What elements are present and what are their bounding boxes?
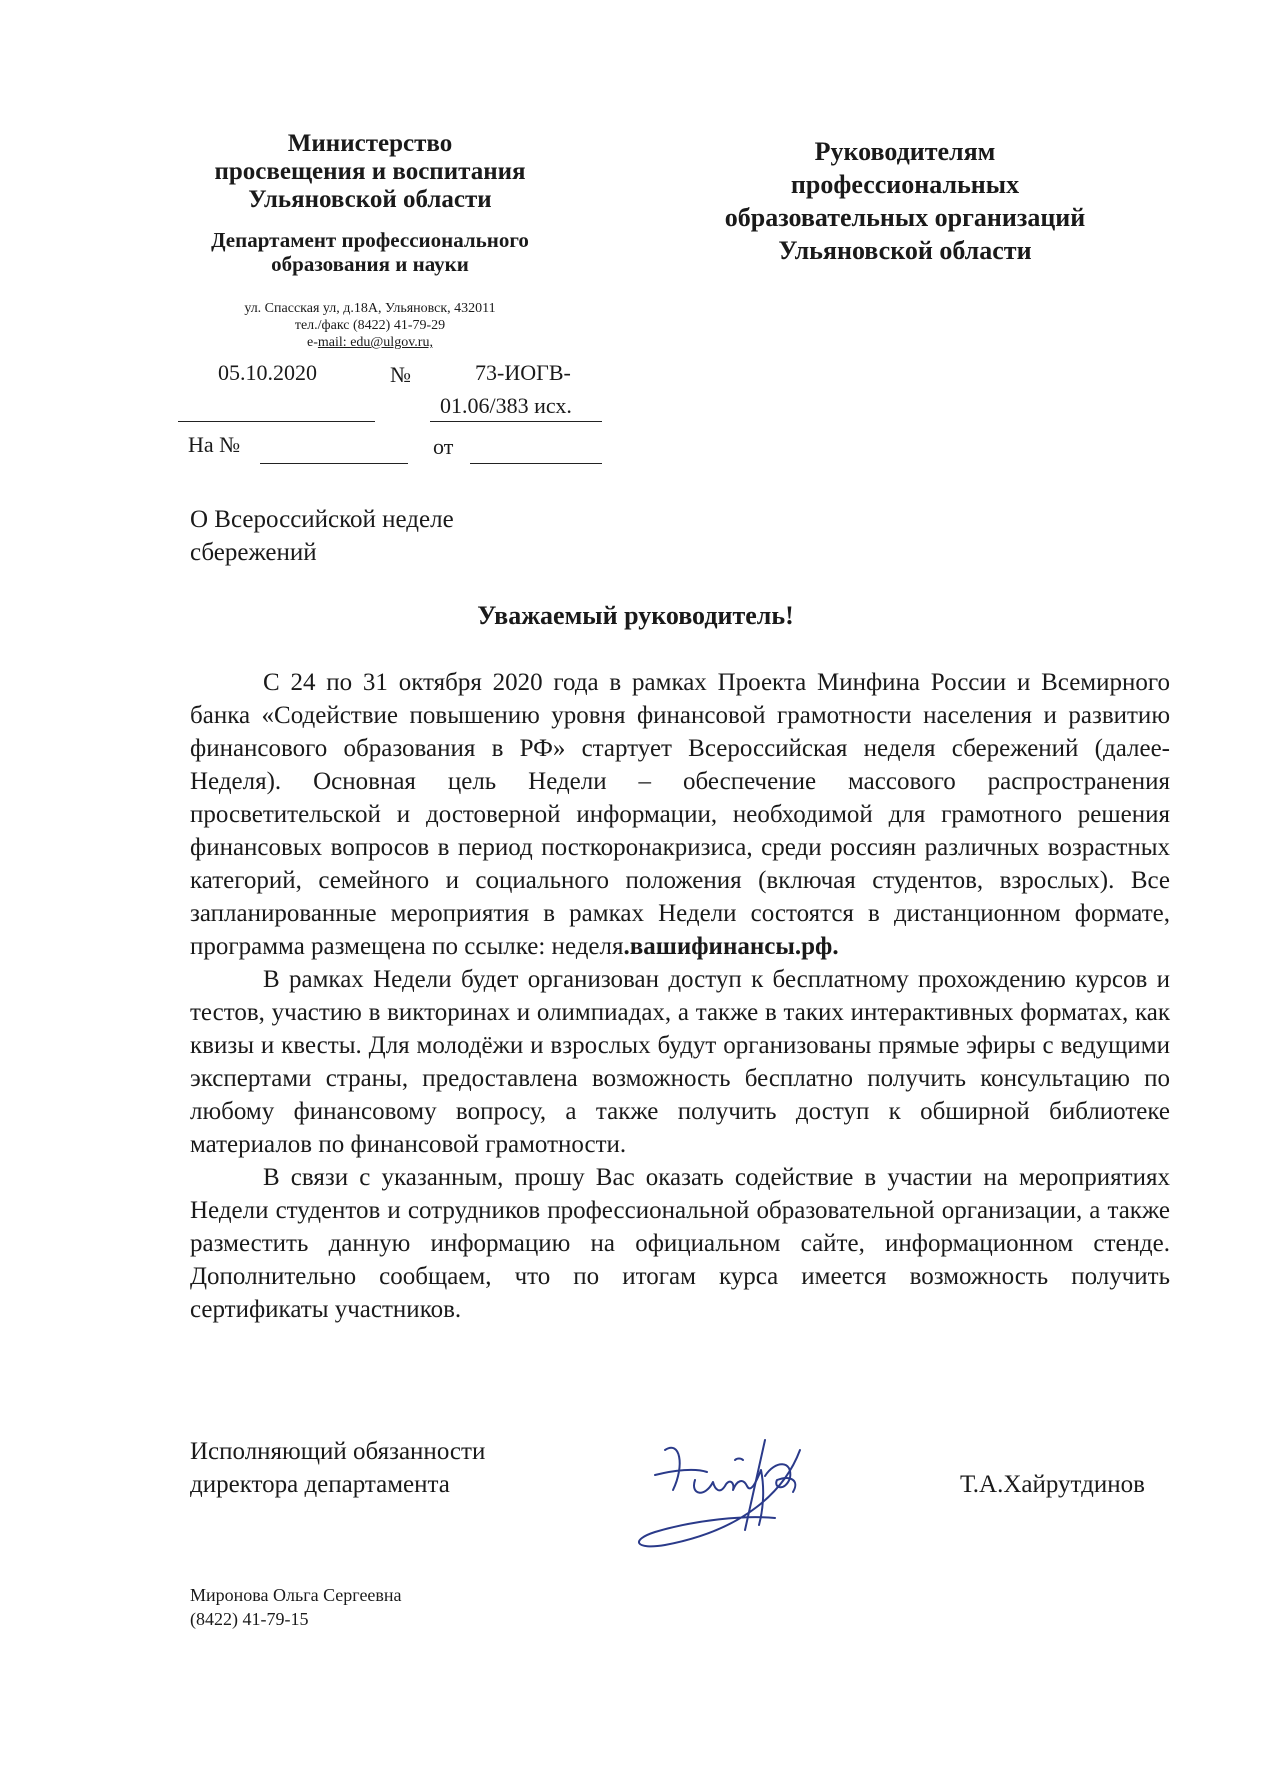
number-sign: №	[390, 362, 411, 387]
email-link[interactable]: mail: edu@ulgov.ru,	[317, 335, 433, 350]
ministry-name-line-1: Министерство	[287, 130, 453, 157]
addressee-block	[690, 135, 1120, 267]
reference-from-label: от	[433, 434, 454, 459]
addressee-line-4: Ульяновской области	[778, 236, 1032, 265]
executor-name: Миронова Ольга Сергеевна	[190, 1585, 402, 1605]
body-paragraph-3: В связи с указанным, прошу Вас оказать содействие в участии на мероприятиях Недели студентов и сотрудников профессиональной образовательной организации, а также разместить данную информацию на официальном сайте, информационном стенде. Дополнительно сообщаем, что по итогам курса имеется возможность получить сертификаты участников.	[190, 1164, 1170, 1323]
department-name-line-1: Департамент профессионального	[211, 228, 529, 252]
reference-number-underline	[260, 463, 408, 464]
signatory-position-line-2: директора департамента	[190, 1471, 450, 1498]
addressee-line-3: образовательных организаций	[724, 203, 1086, 232]
outgoing-date: 05.10.2020	[218, 360, 317, 385]
ministry-name-line-3: Ульяновской области	[248, 186, 492, 213]
executor-phone: (8422) 41-79-15	[190, 1609, 309, 1629]
addressee-line-2: профессиональных	[790, 170, 1020, 199]
ministry-name-line-2: просвещения и воспитания	[214, 158, 526, 185]
reference-number-label: На №	[188, 432, 241, 457]
outgoing-number-line-2: 01.06/383 исх.	[440, 393, 572, 418]
reference-date-underline	[470, 463, 602, 464]
website-link: .вашифинансы.рф.	[623, 933, 839, 960]
department-name-line-2: образования и науки	[271, 252, 469, 276]
sender-letterhead	[170, 130, 570, 351]
body-paragraph-1-text: С 24 по 31 октября 2020 года в рамках Проекта Минфина России и Всемирного банка «Содействие повышению уровня финансовой грамотности населения и развитию финансового образования в РФ» стартует Всероссийская неделя сбережений (далее- Неделя). Основная цель Недели – обеспечение массового распространения просветительской и достоверной информации, необходимой для грамотного решения финансовых вопросов в период посткоронакризиса, среди россиян различных возрастных категорий, семейного и социального положения (включая студентов, взрослых). Все запланированные мероприятия в рамках Недели состоятся в дистанционном формате, программа размещена по ссылке: неделя	[190, 669, 1170, 960]
subject-line-2: сбережений	[190, 539, 317, 566]
subject-line-1: О Всероссийской неделе	[190, 506, 454, 533]
salutation: Уважаемый руководитель!	[477, 601, 794, 630]
signatory-position	[190, 1435, 485, 1501]
signatory-name: Т.А.Хайрутдинов	[960, 1471, 1145, 1498]
sender-contacts	[170, 300, 570, 351]
handwritten-signature-icon	[625, 1420, 835, 1560]
body-paragraph-1	[190, 666, 1170, 963]
email-prefix: e-	[307, 335, 318, 350]
signatory-position-line-1: Исполняющий обязанности	[190, 1438, 486, 1465]
sender-address: ул. Спасская ул, д.18А, Ульяновск, 432011	[244, 301, 496, 316]
sender-email	[170, 334, 570, 351]
number-underline	[430, 421, 602, 422]
executor-info	[190, 1583, 402, 1631]
date-underline	[178, 421, 375, 422]
department-name	[170, 228, 570, 276]
sender-phone: тел./факс (8422) 41-79-29	[294, 318, 446, 333]
letter-subject	[190, 503, 454, 569]
body-paragraph-2: В рамках Недели будет организован доступ к бесплатному прохождению курсов и тестов, участию в викторинах и олимпиадах, а также в таких интерактивных форматах, как квизы и квесты. Для молодёжи и взрослых будут организованы прямые эфиры с ведущими экспертами страны, предоставлена возможность бесплатно получить консультацию по любому финансовому вопросу, а также получить доступ к обширной библиотеке материалов по финансовой грамотности.	[190, 966, 1170, 1158]
letter-body	[190, 666, 1170, 1326]
outgoing-number-line-1: 73-ИОГВ-	[475, 360, 571, 385]
addressee-line-1: Руководителям	[814, 137, 996, 166]
